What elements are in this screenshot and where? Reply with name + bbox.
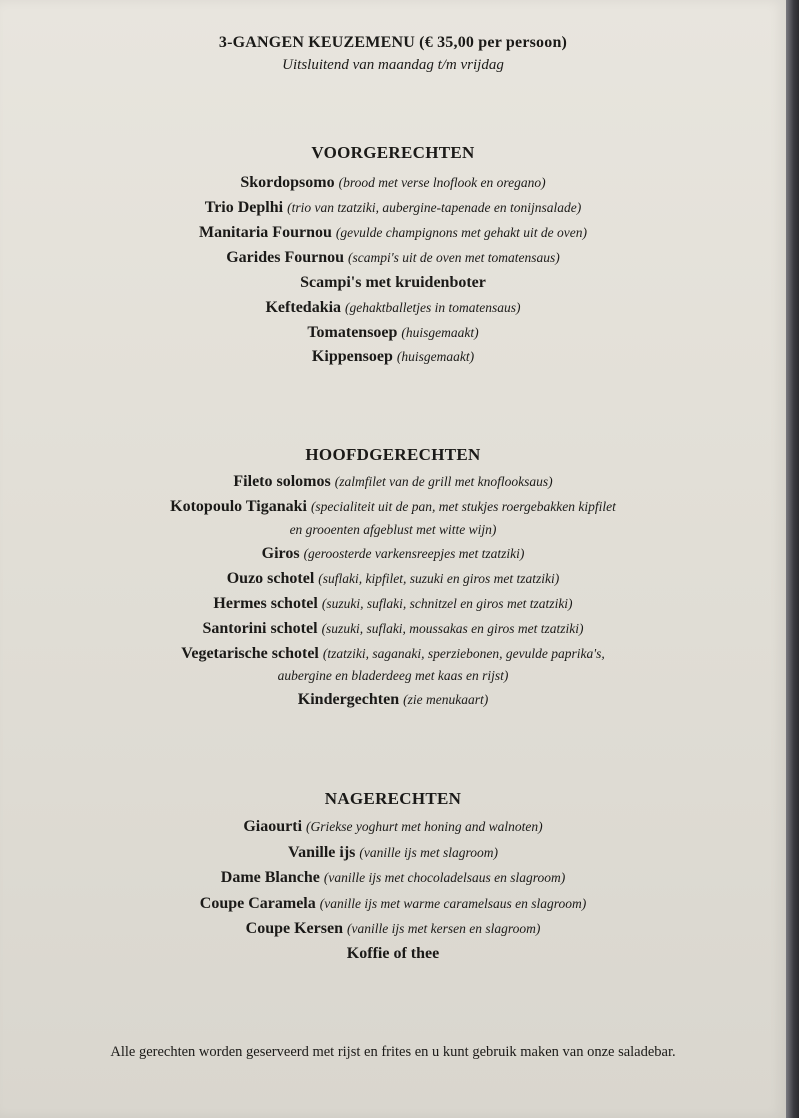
menu-item	[0, 245, 786, 270]
item-desc: (huisgemaakt)	[396, 349, 475, 364]
item-name: Garides Fournou	[226, 249, 345, 266]
section-title-nagerechten: NAGERECHTEN	[324, 789, 462, 808]
item-name: Dame Blanche	[220, 869, 320, 886]
item-desc: (geroosterde varkensreepjes met tzatziki)	[303, 546, 525, 561]
item-desc: (vanille ijs met kersen en slagroom)	[346, 921, 541, 936]
item-name: Kippensoep	[311, 348, 393, 365]
menu-item	[0, 494, 786, 519]
item-name: Giaourti	[243, 818, 303, 835]
item-desc: (suflaki, kipfilet, suzuki en giros met tzatziki)	[318, 571, 560, 586]
menu-item	[0, 941, 786, 966]
menu-item	[0, 916, 786, 941]
menu-item	[0, 320, 786, 345]
menu-item	[0, 195, 786, 220]
item-name: Fileto solomos	[233, 473, 331, 490]
item-desc: (gehaktballetjes in tomatensaus)	[345, 300, 521, 315]
item-name: Vanille ijs	[287, 844, 356, 861]
item-desc: (vanille ijs met chocoladelsaus en slagroom)	[323, 870, 566, 885]
footer-note: Alle gerechten worden geserveerd met rijst en frites en u kunt gebruik maken van onze saladebar.	[110, 1044, 676, 1060]
item-name: Vegetarische schotel	[181, 645, 319, 662]
item-name: Manitaria Fournou	[198, 224, 332, 241]
menu-item	[0, 220, 786, 245]
menu-item	[0, 687, 786, 712]
item-name: Coupe Kersen	[245, 920, 343, 937]
menu-item	[0, 891, 786, 916]
menu-item	[0, 814, 786, 839]
item-name: Coupe Caramela	[199, 895, 316, 912]
menu-item	[0, 295, 786, 320]
item-name: Scampi's met kruidenboter	[300, 274, 486, 291]
item-name: Kotopoulo Tiganaki	[170, 498, 307, 515]
menu-item	[0, 865, 786, 890]
menu-subtitle: Uitsluitend van maandag t/m vrijdag	[282, 57, 504, 73]
menu-item	[0, 566, 786, 591]
section-title-voorgerechten: VOORGERECHTEN	[311, 143, 475, 162]
item-name: Keftedakia	[265, 299, 342, 316]
menu-item	[0, 840, 786, 865]
item-name: Kindergechten	[297, 691, 400, 708]
item-desc: (tzatziki, saganaki, sperziebonen, gevulde paprika's,	[322, 646, 605, 661]
menu-item	[0, 170, 786, 195]
item-desc: (brood met verse lnoflook en oregano)	[338, 175, 546, 190]
item-desc: (Griekse yoghurt met honing and walnoten)	[306, 819, 543, 834]
item-desc: (vanille ijs met slagroom)	[359, 845, 499, 860]
item-desc: (specialiteit uit de pan, met stukjes roergebakken kipfilet	[310, 499, 616, 514]
item-desc: (zalmfilet van de grill met knoflooksaus)	[334, 474, 553, 489]
item-desc: (trio van tzatziki, aubergine-tapenade en tonijnsalade)	[287, 200, 582, 215]
item-name: Tomatensoep	[307, 324, 398, 341]
item-name: Hermes schotel	[213, 595, 318, 612]
menu-item	[0, 270, 786, 295]
menu-item	[0, 469, 786, 494]
item-desc-continued: aubergine en bladerdeeg met kaas en rijst)	[277, 668, 509, 683]
menu-item	[0, 344, 786, 369]
item-name: Koffie of thee	[346, 945, 440, 962]
menu-item	[0, 541, 786, 566]
item-desc: (suzuki, suflaki, schnitzel en giros met tzatziki)	[321, 596, 573, 611]
item-name: Santorini schotel	[202, 620, 318, 637]
item-desc-continued: en grooenten afgeblust met witte wijn)	[289, 522, 497, 537]
item-desc: (gevulde champignons met gehakt uit de oven)	[335, 225, 588, 240]
item-name: Trio Deplhi	[204, 199, 284, 216]
item-name: Giros	[261, 545, 300, 562]
item-desc: (huisgemaakt)	[401, 325, 479, 340]
item-name: Ouzo schotel	[226, 570, 315, 587]
menu-title: 3-GANGEN KEUZEMENU (€ 35,00 per persoon)	[218, 34, 568, 51]
item-desc: (suzuki, suflaki, moussakas en giros met tzatziki)	[321, 621, 584, 636]
menu-item	[0, 591, 786, 616]
section-title-hoofdgerechten: HOOFDGERECHTEN	[305, 445, 481, 464]
item-name: Skordopsomo	[240, 174, 335, 191]
item-desc: (scampi's uit de oven met tomatensaus)	[348, 250, 560, 265]
item-desc: (zie menukaart)	[403, 692, 489, 707]
menu-item	[0, 616, 786, 641]
menu-item	[0, 641, 786, 666]
item-desc: (vanille ijs met warme caramelsaus en slagroom)	[319, 896, 587, 911]
background-edge	[786, 0, 799, 1118]
